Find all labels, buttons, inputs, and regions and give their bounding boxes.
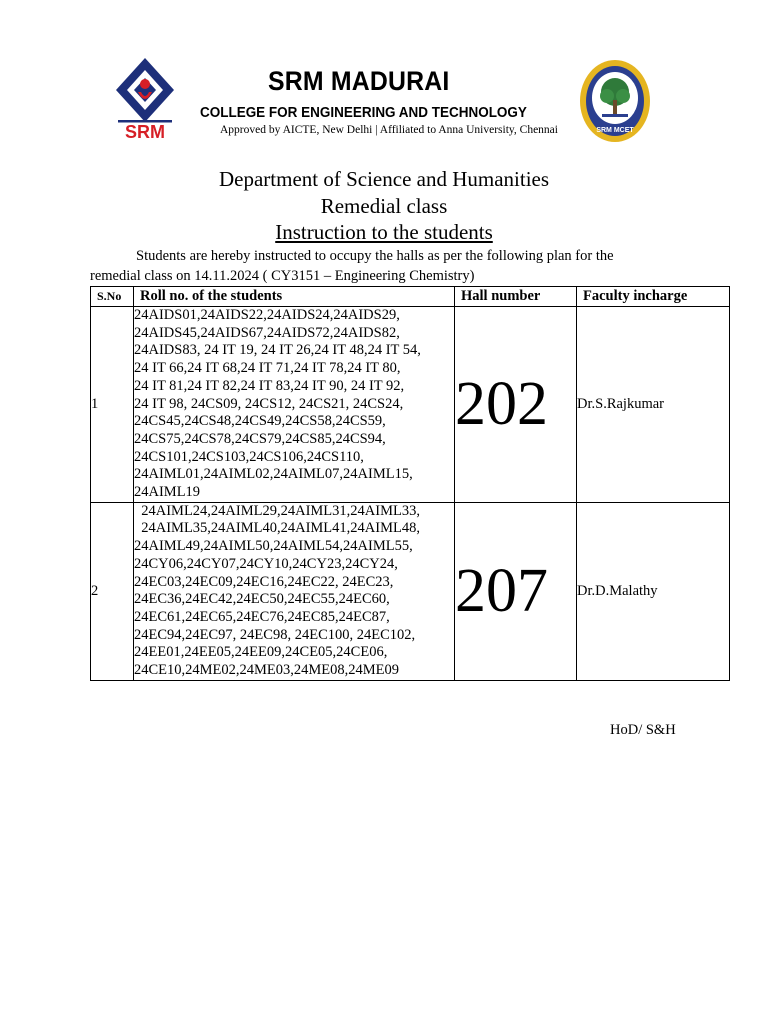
table-header-row bbox=[91, 287, 730, 307]
row-sno: 1 bbox=[91, 307, 134, 503]
row-hall-number: 207 bbox=[455, 502, 577, 680]
college-seal-icon bbox=[578, 58, 652, 144]
institution-subtitle: COLLEGE FOR ENGINEERING AND TECHNOLOGY bbox=[200, 105, 527, 121]
roll-line: 24AIDS83, 24 IT 19, 24 IT 26,24 IT 48,24 IT 54, bbox=[134, 342, 421, 359]
header-sno: S.No bbox=[91, 287, 134, 307]
instruction-line-2: remedial class on 14.11.2024 ( CY3151 – Engineering Chemistry) bbox=[90, 268, 475, 284]
header-faculty: Faculty incharge bbox=[577, 287, 730, 307]
roll-line: 24EC36,24EC42,24EC50,24EC55,24EC60, bbox=[134, 591, 390, 608]
roll-line: 24EC03,24EC09,24EC16,24EC22, 24EC23, bbox=[134, 573, 394, 590]
roll-line: 24CS101,24CS103,24CS106,24CS110, bbox=[134, 448, 364, 465]
roll-line: 24EC94,24EC97, 24EC98, 24EC100, 24EC102, bbox=[134, 626, 416, 643]
row-faculty: Dr.S.Rajkumar bbox=[577, 307, 730, 503]
roll-line: 24EC61,24EC65,24EC76,24EC85,24EC87, bbox=[134, 608, 390, 625]
roll-line: 24 IT 81,24 IT 82,24 IT 83,24 IT 90, 24 IT 92, bbox=[134, 377, 405, 394]
row-roll-numbers bbox=[134, 502, 455, 680]
roll-line: 24AIML49,24AIML50,24AIML54,24AIML55, bbox=[134, 538, 413, 555]
row-sno: 2 bbox=[91, 502, 134, 680]
department-heading: Department of Science and Humanities bbox=[218, 167, 550, 191]
roll-line: 24CE10,24ME02,24ME03,24ME08,24ME09 bbox=[134, 662, 400, 679]
roll-line: 24CY06,24CY07,24CY10,24CY23,24CY24, bbox=[134, 555, 398, 572]
roll-line: 24AIDS01,24AIDS22,24AIDS24,24AIDS29, bbox=[134, 307, 400, 323]
logo-text: SRM bbox=[125, 122, 165, 142]
header-roll: Roll no. of the students bbox=[134, 287, 455, 307]
institution-name: SRM MADURAI bbox=[268, 66, 450, 96]
roll-line: 24AIML35,24AIML40,24AIML41,24AIML48, bbox=[134, 520, 420, 537]
hall-plan-table bbox=[90, 286, 730, 681]
row-faculty: Dr.D.Malathy bbox=[577, 502, 730, 680]
roll-line: 24 IT 98, 24CS09, 24CS12, 24CS21, 24CS24, bbox=[134, 395, 404, 412]
seal-text: SRM MCET bbox=[596, 127, 634, 134]
table-row bbox=[91, 502, 730, 680]
roll-line: 24AIML24,24AIML29,24AIML31,24AIML33, bbox=[134, 502, 420, 519]
table-row bbox=[91, 307, 730, 503]
letterhead bbox=[0, 0, 768, 160]
row-hall-number: 202 bbox=[455, 307, 577, 503]
roll-line: 24AIDS45,24AIDS67,24AIDS72,24AIDS82, bbox=[134, 324, 400, 341]
document-subtitle: Instruction to the students bbox=[275, 220, 493, 244]
srm-logo-icon bbox=[112, 56, 178, 146]
roll-line: 24AIML19 bbox=[134, 484, 201, 501]
header-hall: Hall number bbox=[455, 287, 577, 307]
row-roll-numbers bbox=[134, 307, 455, 503]
roll-line: 24EE01,24EE05,24EE09,24CE05,24CE06, bbox=[134, 644, 388, 661]
instruction-paragraph bbox=[90, 246, 690, 286]
document-title: Remedial class bbox=[320, 194, 448, 218]
roll-line: 24CS75,24CS78,24CS79,24CS85,24CS94, bbox=[134, 430, 386, 447]
signature: HoD/ S&H bbox=[610, 722, 676, 738]
roll-line: 24 IT 66,24 IT 68,24 IT 71,24 IT 78,24 IT 80, bbox=[134, 360, 401, 377]
instruction-line-1: Students are hereby instructed to occupy the halls as per the following plan for the bbox=[136, 248, 614, 264]
roll-line: 24AIML01,24AIML02,24AIML07,24AIML15, bbox=[134, 466, 413, 483]
approval-line: Approved by AICTE, New Delhi | Affiliated to Anna University, Chennai bbox=[220, 124, 558, 136]
roll-line: 24CS45,24CS48,24CS49,24CS58,24CS59, bbox=[134, 413, 386, 430]
